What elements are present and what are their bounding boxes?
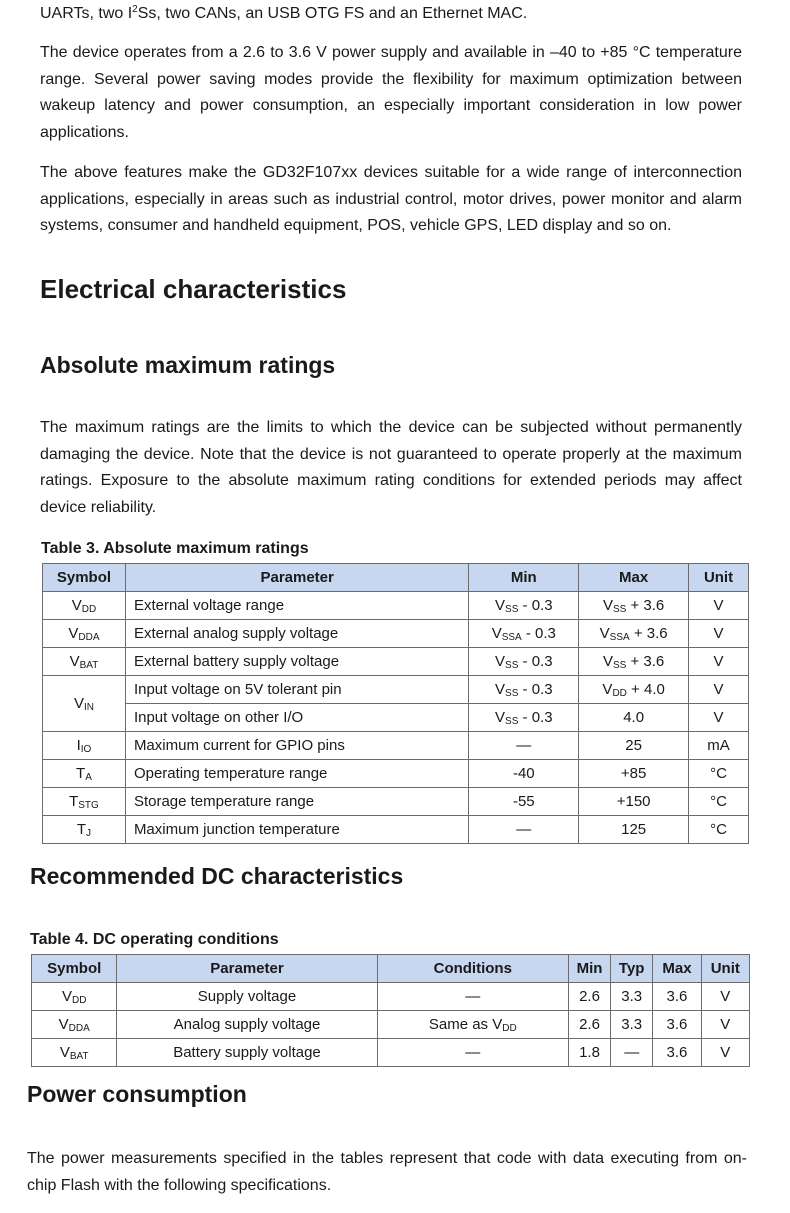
conditions-cell: Same as $V_{DD}$ [377,1011,568,1039]
parameter-cell: External battery supply voltage [125,648,468,676]
min-cell: $V_{SSA} - 0.3$ [469,620,579,648]
header-symbol: Symbol [32,955,117,983]
max-cell: $V_{SS} + 3.6$ [579,648,689,676]
table-header-row [32,955,750,983]
table-row [43,648,749,676]
header-typ: Typ [611,955,653,983]
max-cell: 4.0 [579,704,689,732]
symbol-cell: $V_{DD}$ [32,983,117,1011]
intro-text-a: UARTs, two I [40,5,133,22]
power-supply-paragraph: The device operates from a 2.6 to 3.6 V power supply and available in –40 to +85 °C temperature range. Several power saving modes provide the flexibility for maximum optimization between wakeup latency and power consumption, an especially important consideration in low power applications. [40,44,742,141]
max-cell: 3.6 [653,983,701,1011]
power-consumption-paragraph: The power measurements specified in the tables represent that code with data executing from on-chip Flash with the following specifications. [27,1150,747,1194]
unit-cell: V [701,1039,749,1067]
unit-cell: °C [689,816,749,844]
table-row [43,676,749,704]
unit-cell: V [689,648,749,676]
header-min: Min [469,564,579,592]
unit-cell: V [689,704,749,732]
absolute-ratings-paragraph: The maximum ratings are the limits to which the device can be subjected without permanently damaging the device. Note that the device is not guaranteed to operate properly at the maximum ratings. Exposure to the absolute maximum rating conditions for extended periods may affect device reliability. [40,419,742,516]
header-max: Max [653,955,701,983]
table-row [32,983,750,1011]
unit-cell: V [701,983,749,1011]
header-parameter: Parameter [125,564,468,592]
parameter-cell: Input voltage on other I/O [125,704,468,732]
absolute-maximum-ratings-heading: Absolute maximum ratings [40,352,336,378]
parameter-cell: Supply voltage [117,983,377,1011]
typ-cell: 3.3 [611,983,653,1011]
max-cell: $V_{DD} + 4.0$ [579,676,689,704]
max-cell: 125 [579,816,689,844]
unit-cell: V [689,592,749,620]
header-symbol: Symbol [43,564,126,592]
header-min: Min [568,955,610,983]
parameter-cell: External voltage range [125,592,468,620]
symbol-cell: $V_{BAT}$ [32,1039,117,1067]
parameter-cell: Operating temperature range [125,760,468,788]
intro-text-b: Ss, two CANs, an USB OTG FS and an Ethernet MAC. [137,5,528,22]
max-cell: $V_{SS} + 3.6$ [579,592,689,620]
intro-superscript: 2 [132,4,138,15]
conditions-cell: — [377,983,568,1011]
recommended-dc-heading: Recommended DC characteristics [30,863,404,889]
symbol-cell: $I_{IO}$ [43,732,126,760]
parameter-cell: External analog supply voltage [125,620,468,648]
max-cell: 3.6 [653,1039,701,1067]
parameter-cell: Maximum junction temperature [125,816,468,844]
header-conditions: Conditions [377,955,568,983]
unit-cell: mA [689,732,749,760]
symbol-cell: $T_{STG}$ [43,788,126,816]
parameter-cell: Analog supply voltage [117,1011,377,1039]
table-row [43,592,749,620]
min-cell: $V_{SS} - 0.3$ [469,648,579,676]
max-cell: +85 [579,760,689,788]
unit-cell: °C [689,788,749,816]
min-cell: $V_{SS} - 0.3$ [469,676,579,704]
max-cell: 3.6 [653,1011,701,1039]
header-unit: Unit [689,564,749,592]
min-cell: — [469,816,579,844]
table3-caption: Table 3. Absolute maximum ratings [41,540,309,557]
parameter-cell: Input voltage on 5V tolerant pin [125,676,468,704]
typ-cell: 3.3 [611,1011,653,1039]
symbol-cell: $T_A$ [43,760,126,788]
parameter-cell: Battery supply voltage [117,1039,377,1067]
parameter-cell: Storage temperature range [125,788,468,816]
unit-cell: V [689,620,749,648]
header-unit: Unit [701,955,749,983]
table-row [32,1011,750,1039]
table-header-row [43,564,749,592]
min-cell: — [469,732,579,760]
unit-cell: V [689,676,749,704]
dc-operating-conditions-table [31,954,750,1067]
typ-cell: — [611,1039,653,1067]
table-row [43,732,749,760]
power-consumption-heading: Power consumption [27,1081,247,1107]
absolute-maximum-ratings-table [42,563,749,844]
unit-cell: V [701,1011,749,1039]
table4-caption: Table 4. DC operating conditions [30,931,279,948]
min-cell: $V_{SS} - 0.3$ [469,704,579,732]
symbol-cell: $V_{DDA}$ [32,1011,117,1039]
table-row [43,760,749,788]
min-cell: 2.6 [568,983,610,1011]
min-cell: -40 [469,760,579,788]
table-row [43,704,749,732]
header-max: Max [579,564,689,592]
conditions-cell: — [377,1039,568,1067]
max-cell: $V_{SSA} + 3.6$ [579,620,689,648]
min-cell: 1.8 [568,1039,610,1067]
min-cell: $V_{SS} - 0.3$ [469,592,579,620]
min-cell: -55 [469,788,579,816]
intro-line [40,1,742,28]
symbol-cell: $T_J$ [43,816,126,844]
max-cell: +150 [579,788,689,816]
table-row [43,816,749,844]
symbol-cell: $V_{BAT}$ [43,648,126,676]
min-cell: 2.6 [568,1011,610,1039]
electrical-characteristics-heading: Electrical characteristics [40,274,347,304]
symbol-cell: $V_{DD}$ [43,592,126,620]
symbol-cell: $V_{IN}$ [43,676,126,732]
table-row [43,788,749,816]
applications-paragraph: The above features make the GD32F107xx devices suitable for a wide range of interconnection applications, especially in areas such as industrial control, motor drives, power monitor and alarm systems, consumer and handheld equipment, POS, vehicle GPS, LED display and so on. [40,164,742,234]
max-cell: 25 [579,732,689,760]
table-row [32,1039,750,1067]
parameter-cell: Maximum current for GPIO pins [125,732,468,760]
unit-cell: °C [689,760,749,788]
symbol-cell: $V_{DDA}$ [43,620,126,648]
header-parameter: Parameter [117,955,377,983]
table-row [43,620,749,648]
